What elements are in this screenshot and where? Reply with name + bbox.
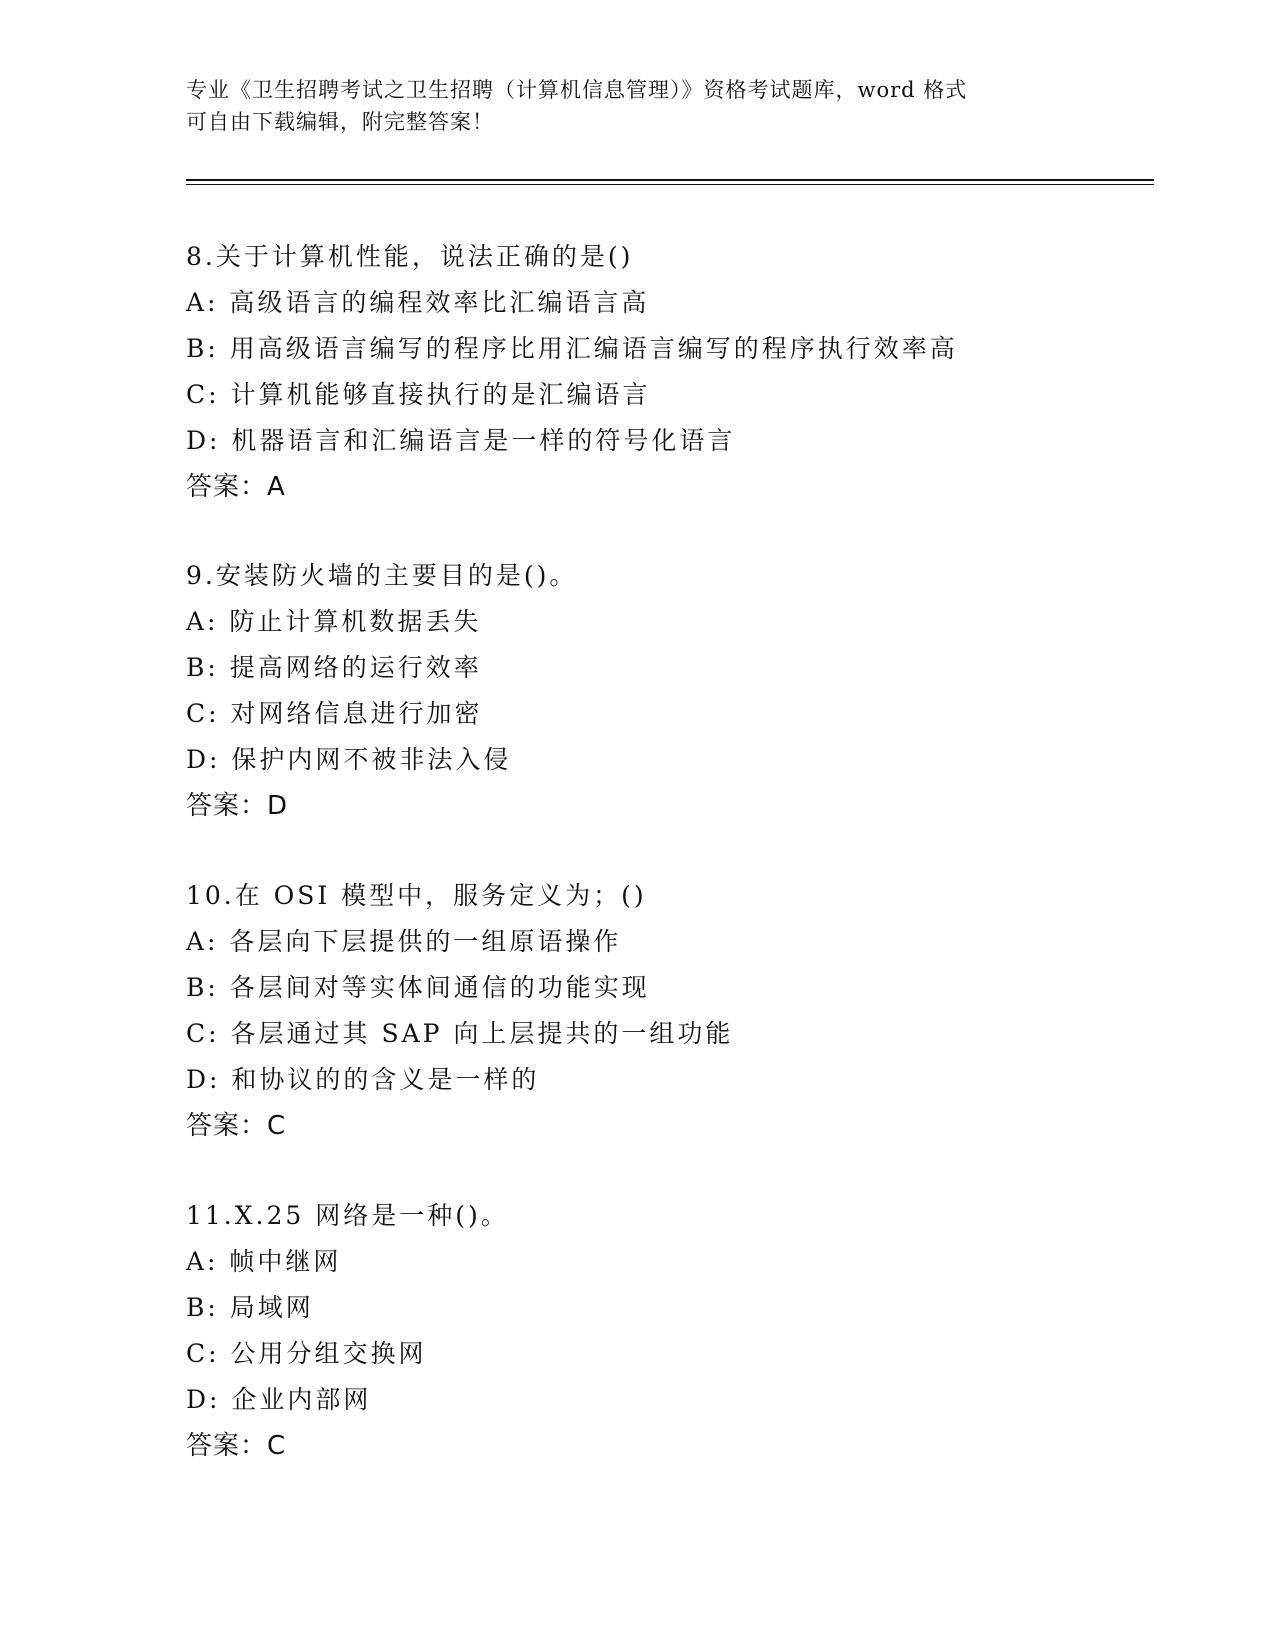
option-d: D: 机器语言和汇编语言是一样的符号化语言 [186, 426, 736, 455]
option-c: C: 各层通过其 SAP 向上层提共的一组功能 [186, 1019, 734, 1048]
header-line-2: 可自由下载编辑，附完整答案！ [186, 110, 494, 134]
option-d: D: 保护内网不被非法入侵 [186, 745, 512, 774]
option-b: B: 提高网络的运行效率 [186, 653, 482, 682]
option-a: A: 帧中继网 [186, 1247, 342, 1276]
option-c: C: 公用分组交换网 [186, 1339, 427, 1368]
option-c: C: 对网络信息进行加密 [186, 699, 483, 728]
question-10 [186, 873, 1146, 1149]
header-line-1: 专业《卫生招聘考试之卫生招聘（计算机信息管理）》资格考试题库，word 格式 [186, 78, 968, 102]
question-stem: 10.在 OSI 模型中，服务定义为；() [186, 881, 647, 910]
header-divider-thick [186, 179, 1154, 181]
option-c: C: 计算机能够直接执行的是汇编语言 [186, 380, 651, 409]
answer: 答案：A [186, 472, 286, 502]
option-a: A: 各层向下层提供的一组原语操作 [186, 927, 622, 956]
document-header [186, 74, 1086, 138]
question-9 [186, 553, 1146, 829]
question-stem: 8.关于计算机性能，说法正确的是() [186, 242, 634, 271]
option-b: B: 局域网 [186, 1293, 314, 1322]
answer: 答案：C [186, 1431, 287, 1461]
header-divider-thin [186, 184, 1154, 185]
option-d: D: 和协议的的含义是一样的 [186, 1065, 540, 1094]
question-8 [186, 234, 1146, 510]
option-b: B: 用高级语言编写的程序比用汇编语言编写的程序执行效率高 [186, 334, 958, 363]
answer: 答案：C [186, 1111, 287, 1141]
option-d: D: 企业内部网 [186, 1385, 372, 1414]
answer: 答案：D [186, 791, 289, 821]
question-stem: 9.安装防火墙的主要目的是()。 [186, 561, 578, 590]
option-a: A: 防止计算机数据丢失 [186, 607, 482, 636]
option-b: B: 各层间对等实体间通信的功能实现 [186, 973, 650, 1002]
question-11 [186, 1193, 1146, 1469]
option-a: A: 高级语言的编程效率比汇编语言高 [186, 288, 650, 317]
question-stem: 11.X.25 网络是一种()。 [186, 1201, 509, 1230]
